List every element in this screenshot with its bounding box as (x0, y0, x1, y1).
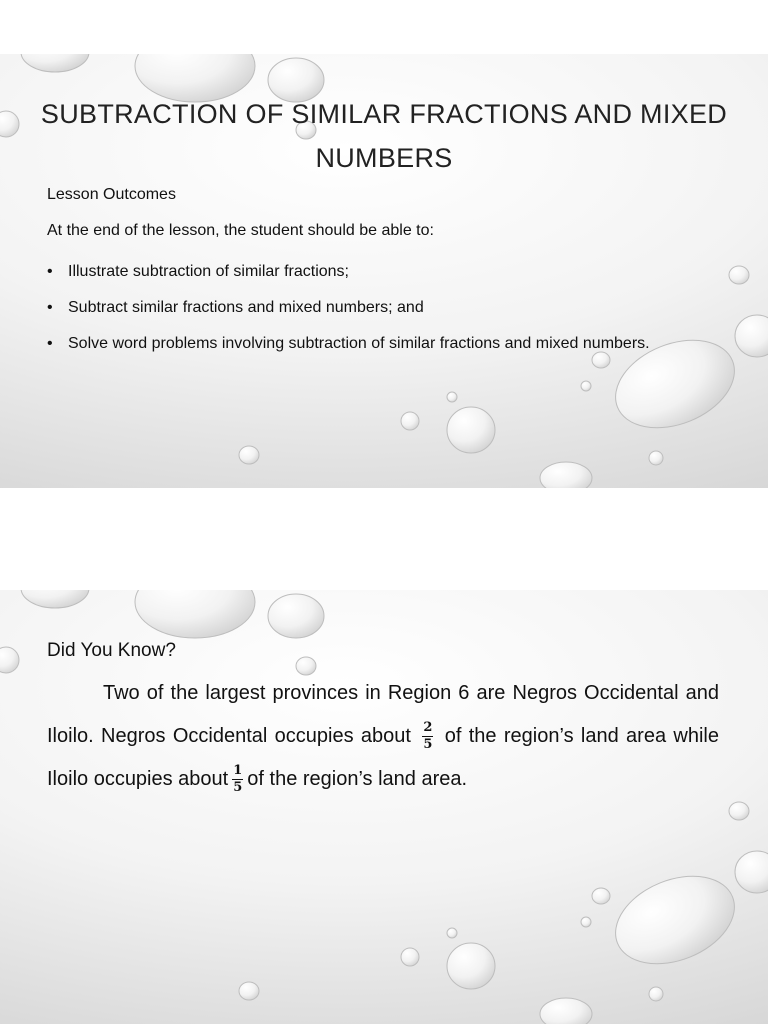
fraction-numerator: 2 (423, 720, 433, 736)
slide-did-you-know (0, 590, 768, 1024)
list-item: • Illustrate subtraction of similar fractions; (47, 258, 707, 286)
slide-title: SUBTRACTION OF SIMILAR FRACTIONS AND MIXED NUMBERS (40, 99, 728, 173)
outcomes-intro: At the end of the lesson, the student should be able to: (47, 222, 434, 239)
fraction-numerator: 1 (233, 763, 243, 779)
paragraph-text: of the region’s land area while Iloilo occupies about (47, 725, 719, 790)
did-you-know-heading: Did You Know? (47, 640, 176, 661)
fraction-two-fifths (422, 721, 433, 752)
list-item: • Subtract similar fractions and mixed numbers; and (47, 294, 707, 322)
outcomes-list (47, 258, 707, 366)
paragraph-text: of the region’s land area. (247, 768, 468, 790)
did-you-know-paragraph (47, 672, 719, 801)
lesson-outcomes-heading: Lesson Outcomes (47, 186, 176, 203)
fraction-one-fifth (232, 764, 243, 795)
fraction-denominator: 5 (423, 737, 433, 753)
list-item: • Solve word problems involving subtraction of similar fractions and mixed numbers. (47, 330, 707, 358)
fraction-denominator: 5 (233, 780, 243, 796)
slide-lesson-outcomes (0, 54, 768, 488)
paragraph-text: Two of the largest provinces in Region 6 are Negros Occidental and Iloilo. Negros Occidental occupies about (47, 682, 719, 747)
